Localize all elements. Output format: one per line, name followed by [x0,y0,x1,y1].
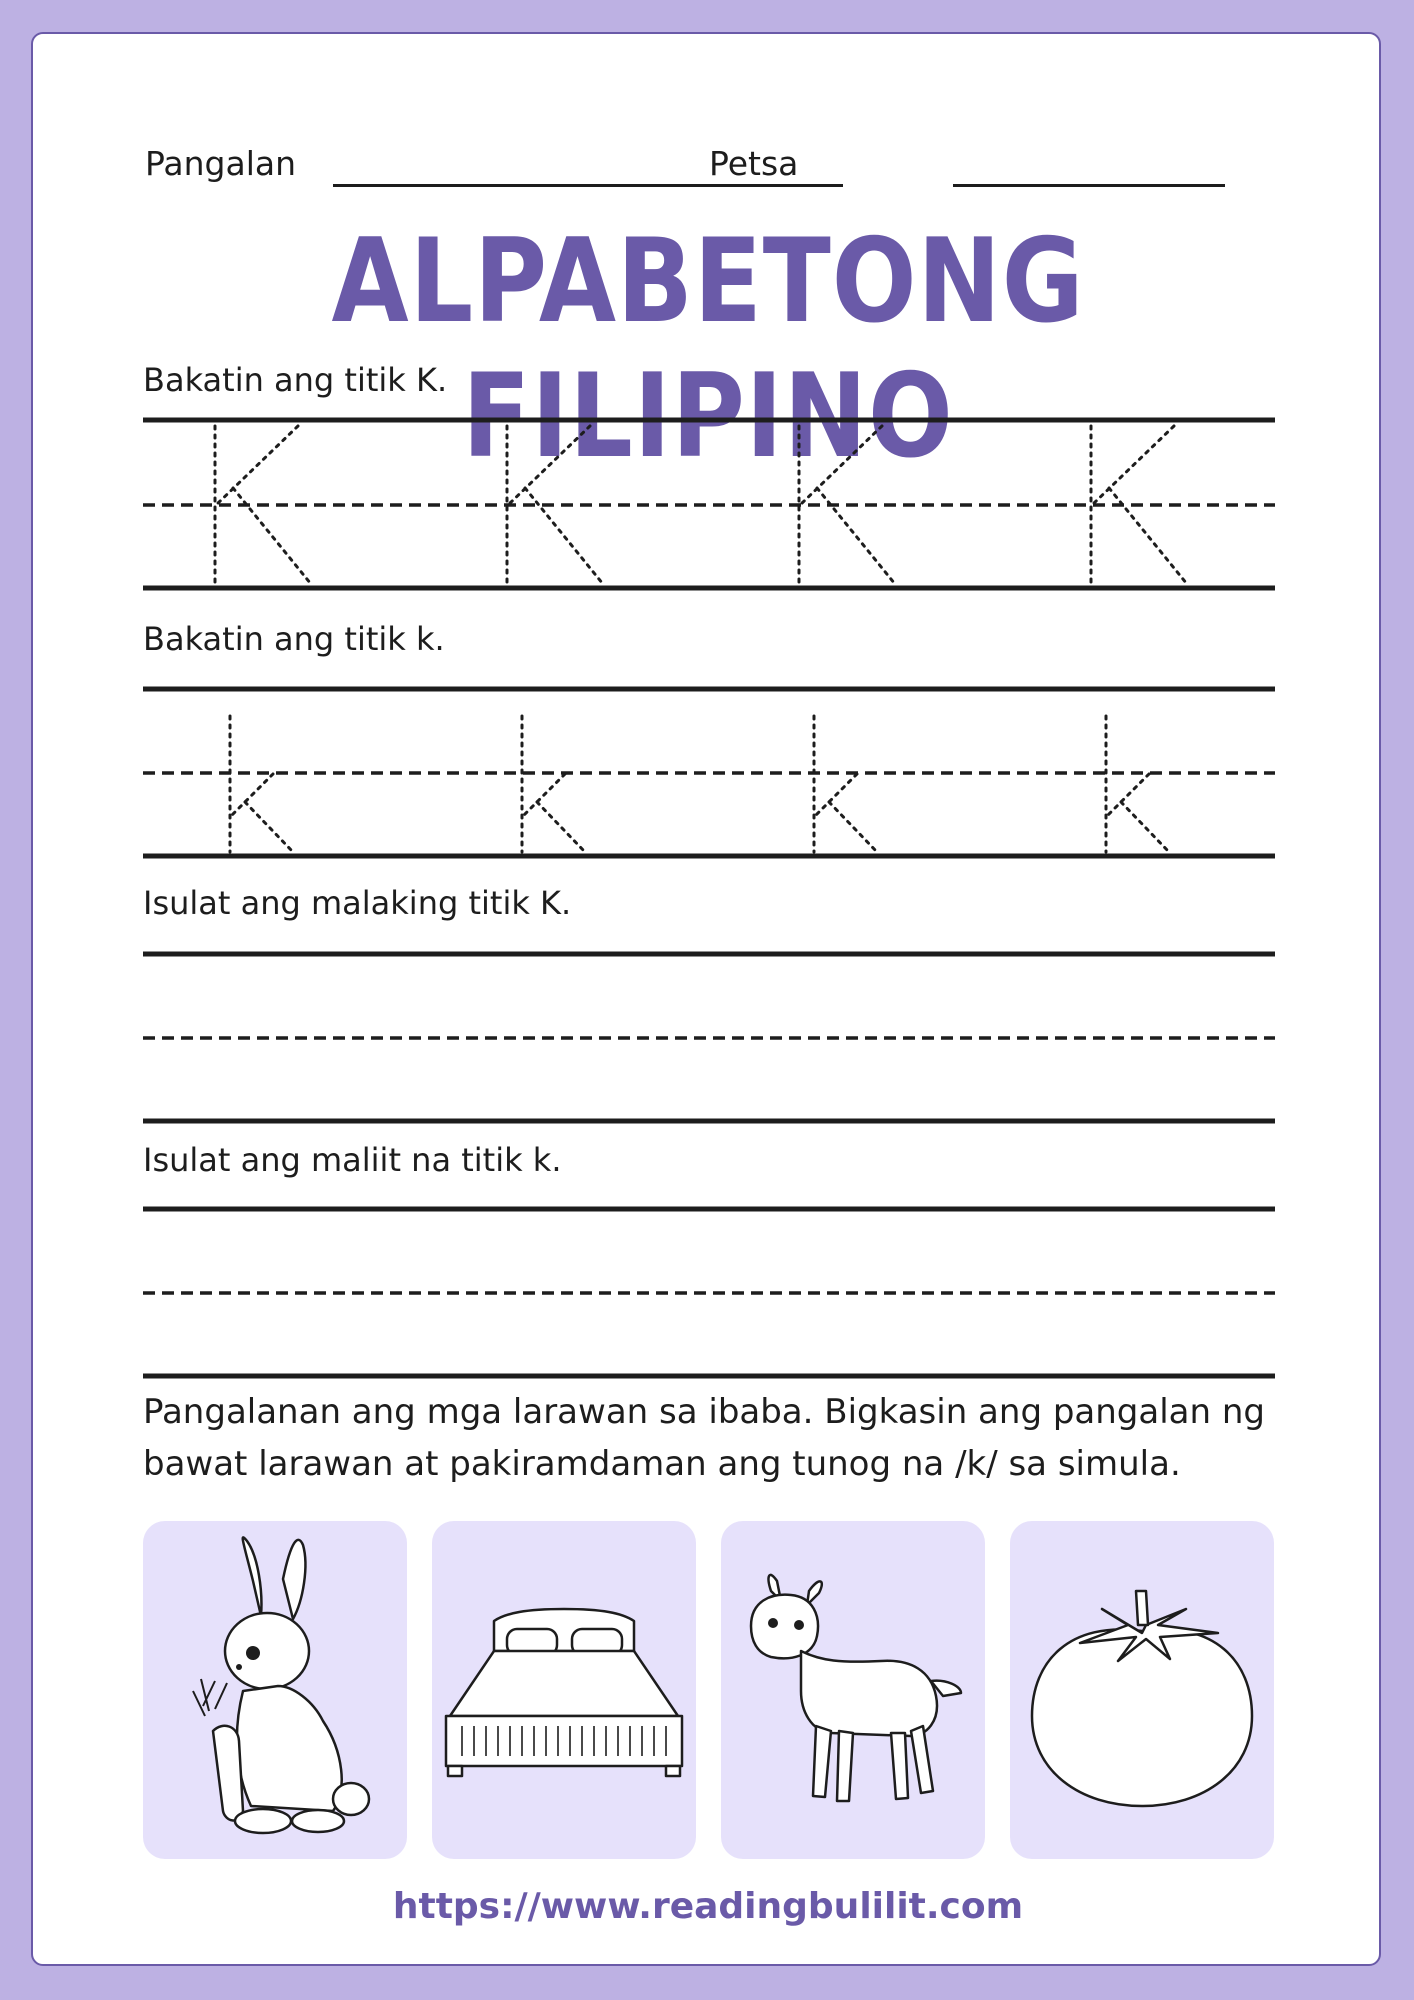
picture-card-bed [432,1521,696,1859]
footer-url[interactable]: https://www.readingbulilit.com [392,1886,1024,1927]
write-upper-instruction: Isulat ang malaking titik K. [143,884,572,922]
write-upper-lines[interactable] [143,954,1275,1121]
trace-upper-instruction: Bakatin ang titik K. [143,361,448,399]
date-label: Petsa [709,144,799,183]
rabbit-icon [143,1521,407,1859]
trace-lower-instruction: Bakatin ang titik k. [143,620,445,658]
bed-icon [432,1521,696,1859]
picture-card-rabbit [143,1521,407,1859]
goat-icon [721,1521,985,1859]
trace-upper-lines[interactable] [143,420,1275,588]
traced-letter-k-1[interactable] [230,716,293,852]
picture-instruction: Pangalanan ang mga larawan sa ibaba. Bigkasin ang pangalan ng bawat larawan at pakiramdaman ang tunog na /k/ sa simula. [143,1392,1265,1484]
traced-letter-k-4[interactable] [1106,716,1169,852]
tomato-icon [1010,1521,1274,1859]
picture-card-tomato [1010,1521,1274,1859]
worksheet [31,32,1381,1966]
write-lower-instruction: Isulat ang maliit na titik k. [143,1141,562,1179]
name-label: Pangalan [145,144,297,183]
picture-card-goat [721,1521,985,1859]
traced-letter-k-3[interactable] [814,716,877,852]
write-lower-lines[interactable] [143,1209,1275,1376]
page-title: ALPABETONG FILIPINO [331,214,1085,484]
traced-letter-k-2[interactable] [522,716,585,852]
